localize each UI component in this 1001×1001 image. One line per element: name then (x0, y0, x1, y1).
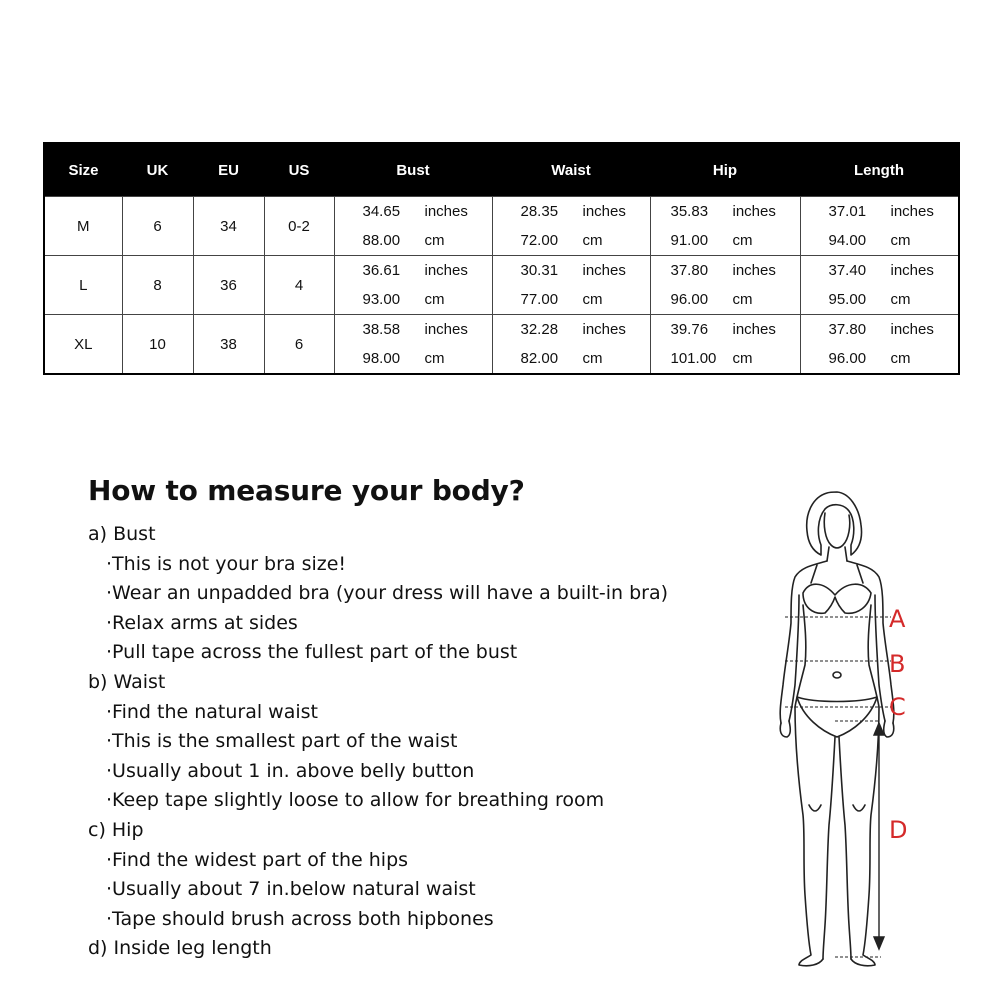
unit-label: inches (890, 321, 934, 338)
cell-us: 0-2 (264, 197, 334, 256)
guide-section-heading: d) Inside leg length (88, 937, 272, 960)
hip-in-value: 37.80 (670, 262, 709, 279)
table-row (44, 197, 959, 256)
header-length: Length (800, 143, 959, 197)
waist-cm-value: 82.00 (520, 350, 559, 367)
unit-label: cm (424, 232, 445, 249)
length-cm-value: 96.00 (828, 350, 867, 367)
unit-label: inches (424, 203, 468, 220)
header-us: US (264, 143, 334, 197)
label-a: A (889, 605, 906, 633)
guide-bullet: ·This is not your bra size! (106, 552, 347, 575)
length-in-line (801, 197, 959, 226)
header-uk: UK (122, 143, 193, 197)
bust-cm-value: 98.00 (362, 350, 401, 367)
unit-label: inches (424, 321, 468, 338)
cell-size: L (44, 256, 122, 315)
waist-cm-line (493, 344, 650, 373)
bust-in-line (335, 315, 492, 344)
cell-hip (650, 256, 800, 315)
bust-in-line (335, 256, 492, 285)
unit-label: cm (424, 350, 445, 367)
guide-bullet: ·Wear an unpadded bra (your dress will have a built-in bra) (106, 582, 669, 605)
hip-in-line (651, 197, 800, 226)
guide-bullet: ·Relax arms at sides (106, 611, 298, 634)
cell-eu: 34 (193, 197, 264, 256)
waist-cm-line (493, 285, 650, 314)
size-chart-table (43, 142, 960, 375)
header-size: Size (44, 143, 122, 197)
unit-label: cm (732, 350, 753, 367)
hip-cm-line (651, 285, 800, 314)
measure-labels (889, 605, 907, 844)
table-row (44, 256, 959, 315)
cell-size: M (44, 197, 122, 256)
bust-in-line (335, 197, 492, 226)
cell-bust (334, 197, 492, 256)
waist-in-value: 28.35 (520, 203, 559, 220)
unit-label: cm (732, 232, 753, 249)
guide-bullet: ·Usually about 7 in.below natural waist (106, 878, 476, 901)
unit-label: cm (582, 232, 603, 249)
waist-in-line (493, 197, 650, 226)
bust-cm-line (335, 226, 492, 255)
bust-cm-value: 88.00 (362, 232, 401, 249)
waist-in-value: 32.28 (520, 321, 559, 338)
table-header-row (44, 143, 959, 197)
inseam-arrow-icon (874, 723, 884, 949)
guide-instructions (88, 520, 748, 964)
unit-label: cm (732, 291, 753, 308)
length-in-value: 37.01 (828, 203, 867, 220)
unit-label: inches (890, 203, 934, 220)
table-row (44, 315, 959, 375)
cell-us: 6 (264, 315, 334, 375)
unit-label: inches (424, 262, 468, 279)
unit-label: cm (890, 291, 911, 308)
cell-hip (650, 315, 800, 375)
unit-label: cm (424, 291, 445, 308)
cell-length (800, 315, 959, 375)
guide-bullet: ·Usually about 1 in. above belly button (106, 759, 475, 782)
bust-cm-line (335, 344, 492, 373)
hip-cm-line (651, 344, 800, 373)
cell-size: XL (44, 315, 122, 375)
guide-bullet: ·This is the smallest part of the waist (106, 730, 458, 753)
length-cm-value: 94.00 (828, 232, 867, 249)
waist-cm-line (493, 226, 650, 255)
hip-in-value: 39.76 (670, 321, 709, 338)
waist-in-value: 30.31 (520, 262, 559, 279)
label-b: B (889, 650, 906, 678)
header-hip: Hip (650, 143, 800, 197)
unit-label: inches (732, 203, 776, 220)
body-measurement-figure (765, 485, 925, 975)
waist-cm-value: 72.00 (520, 232, 559, 249)
cell-bust (334, 256, 492, 315)
guide-section-heading: c) Hip (88, 818, 144, 841)
waist-in-line (493, 315, 650, 344)
label-c: C (889, 693, 906, 721)
length-in-line (801, 256, 959, 285)
header-waist: Waist (492, 143, 650, 197)
bust-cm-line (335, 285, 492, 314)
unit-label: cm (890, 232, 911, 249)
hip-cm-value: 101.00 (670, 350, 717, 367)
guide-section-heading: a) Bust (88, 523, 156, 545)
hip-in-line (651, 256, 800, 285)
cell-length (800, 256, 959, 315)
header-eu: EU (193, 143, 264, 197)
unit-label: inches (582, 321, 626, 338)
waist-cm-value: 77.00 (520, 291, 559, 308)
unit-label: cm (582, 291, 603, 308)
bust-cm-value: 93.00 (362, 291, 401, 308)
length-in-value: 37.40 (828, 262, 867, 279)
measure-guide (88, 470, 748, 964)
cell-eu: 36 (193, 256, 264, 315)
cell-eu: 38 (193, 315, 264, 375)
cell-uk: 6 (122, 197, 193, 256)
cell-waist (492, 315, 650, 375)
cell-bust (334, 315, 492, 375)
guide-bullet: ·Keep tape slightly loose to allow for breathing room (106, 789, 605, 812)
length-cm-line (801, 285, 959, 314)
guide-bullet: ·Tape should brush across both hipbones (106, 907, 494, 930)
label-d: D (889, 816, 908, 844)
length-cm-line (801, 226, 959, 255)
unit-label: inches (582, 262, 626, 279)
unit-label: inches (890, 262, 934, 279)
cell-hip (650, 197, 800, 256)
length-in-value: 37.80 (828, 321, 867, 338)
guide-bullet: ·Pull tape across the fullest part of the bust (106, 641, 518, 664)
hip-cm-value: 96.00 (670, 291, 709, 308)
guide-section-heading: b) Waist (88, 670, 166, 693)
unit-label: inches (732, 262, 776, 279)
unit-label: cm (582, 350, 603, 367)
length-cm-value: 95.00 (828, 291, 867, 308)
header-bust: Bust (334, 143, 492, 197)
hip-cm-line (651, 226, 800, 255)
waist-in-line (493, 256, 650, 285)
bust-in-value: 38.58 (362, 321, 401, 338)
cell-length (800, 197, 959, 256)
guide-bullet: ·Find the natural waist (106, 700, 318, 723)
guide-bullet: ·Find the widest part of the hips (106, 848, 409, 871)
hip-in-value: 35.83 (670, 203, 709, 220)
cell-us: 4 (264, 256, 334, 315)
bust-in-value: 34.65 (362, 203, 401, 220)
hip-in-line (651, 315, 800, 344)
unit-label: cm (890, 350, 911, 367)
length-cm-line (801, 344, 959, 373)
bust-in-value: 36.61 (362, 262, 401, 279)
guide-title: How to measure your body? (88, 474, 525, 507)
cell-waist (492, 197, 650, 256)
cell-uk: 10 (122, 315, 193, 375)
length-in-line (801, 315, 959, 344)
hip-cm-value: 91.00 (670, 232, 709, 249)
cell-uk: 8 (122, 256, 193, 315)
unit-label: inches (732, 321, 776, 338)
unit-label: inches (582, 203, 626, 220)
cell-waist (492, 256, 650, 315)
